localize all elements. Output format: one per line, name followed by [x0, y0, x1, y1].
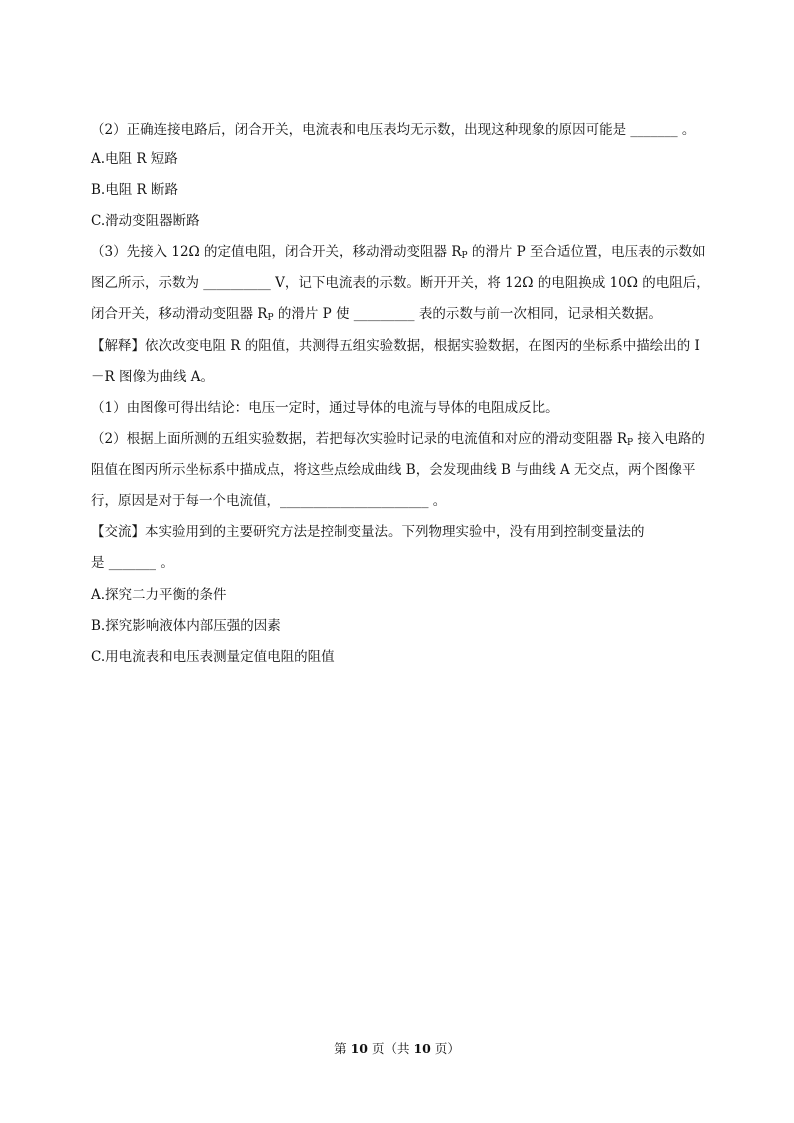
- footer-middle: 页（共: [368, 1041, 414, 1056]
- text-line: [91, 399, 721, 417]
- text-segment: 。: [428, 493, 447, 509]
- text-line: [91, 368, 721, 386]
- footer-prefix: 第: [334, 1041, 351, 1056]
- text-line: [91, 523, 721, 541]
- text-line: [91, 648, 721, 666]
- answer-blank[interactable]: ______________________: [280, 493, 429, 509]
- text-line: [91, 243, 721, 265]
- text-line: [91, 212, 721, 230]
- text-line: [91, 492, 721, 510]
- text-line: [91, 305, 721, 327]
- page-footer: [0, 1041, 794, 1057]
- text-segment: A.探究二力平衡的条件: [91, 587, 227, 603]
- text-segment: 闭合开关，移动滑动变阻器 R: [91, 306, 268, 322]
- text-segment: 。: [677, 122, 696, 138]
- text-line: [91, 181, 721, 199]
- text-line: [91, 554, 721, 572]
- subscript: P: [461, 251, 468, 261]
- text-segment: （2）根据上面所测的五组实验数据，若把每次实验时记录的电流值和对应的滑动变阻器 R: [91, 431, 628, 447]
- text-segment: 表的示数与前一次相同，记录相关数据。: [414, 306, 662, 322]
- text-segment: （1）由图像可得出结论：电压一定时，通过导体的电流与导体的电阻成反比。: [91, 400, 559, 416]
- text-segment: 。: [156, 555, 174, 571]
- text-segment: 阻值在图丙所示坐标系中描成点，将这些点绘成曲线 B，会发现曲线 B 与曲线 A 无交点，两个图像平: [91, 462, 696, 478]
- text-segment: 图乙所示，示数为: [91, 275, 204, 291]
- text-line: [91, 150, 721, 168]
- text-segment: V，记下电流表的示数。断开开关，将 12Ω 的电阻换成 10Ω 的电阻后，: [270, 275, 710, 291]
- answer-blank[interactable]: __________: [203, 275, 271, 291]
- text-segment: （3）先接入 12Ω 的定值电阻，闭合开关，移动滑动变阻器 R: [91, 244, 462, 260]
- answer-blank[interactable]: _________: [353, 306, 415, 322]
- answer-blank[interactable]: _______: [108, 555, 157, 571]
- text-segment: 的滑片 P 至合适位置，电压表的示数如: [467, 244, 706, 260]
- text-line: [91, 337, 721, 355]
- footer-page-number: 10: [350, 1041, 369, 1056]
- footer-suffix: 页）: [430, 1041, 460, 1056]
- text-segment: 是: [91, 555, 109, 571]
- text-segment: C.滑动变阻器断路: [91, 213, 200, 229]
- subscript: P: [267, 313, 274, 323]
- text-segment: 接入电路的: [633, 431, 705, 447]
- text-segment: 行，原因是对于每一个电流值，: [91, 493, 280, 509]
- text-segment: B.电阻 R 断路: [91, 182, 178, 198]
- text-line: [91, 586, 721, 604]
- text-line: [91, 461, 721, 479]
- answer-blank[interactable]: _______: [630, 122, 678, 138]
- text-segment: （2）正确连接电路后，闭合开关，电流表和电压表均无示数，出现这种现象的原因可能是: [91, 122, 631, 138]
- text-segment: B.探究影响液体内部压强的因素: [91, 618, 281, 634]
- text-segment: 的滑片 P 使: [273, 306, 354, 322]
- text-segment: 【解释】依次改变电阻 R 的阻值，共测得五组实验数据，根据实验数据，在图丙的坐标系中描绘出的 I: [91, 338, 700, 354]
- text-segment: －R 图像为曲线 A。: [91, 369, 214, 385]
- text-line: [91, 274, 721, 292]
- text-line: [91, 121, 721, 139]
- subscript: P: [627, 438, 634, 448]
- text-segment: C.用电流表和电压表测量定值电阻的阻值: [91, 649, 335, 665]
- text-segment: A.电阻 R 短路: [91, 151, 178, 167]
- footer-total-pages: 10: [413, 1041, 431, 1056]
- text-segment: 【交流】本实验用到的主要研究方法是控制变量法。下列物理实验中，没有用到控制变量法的: [91, 524, 645, 540]
- text-line: [91, 430, 721, 452]
- text-line: [91, 617, 721, 635]
